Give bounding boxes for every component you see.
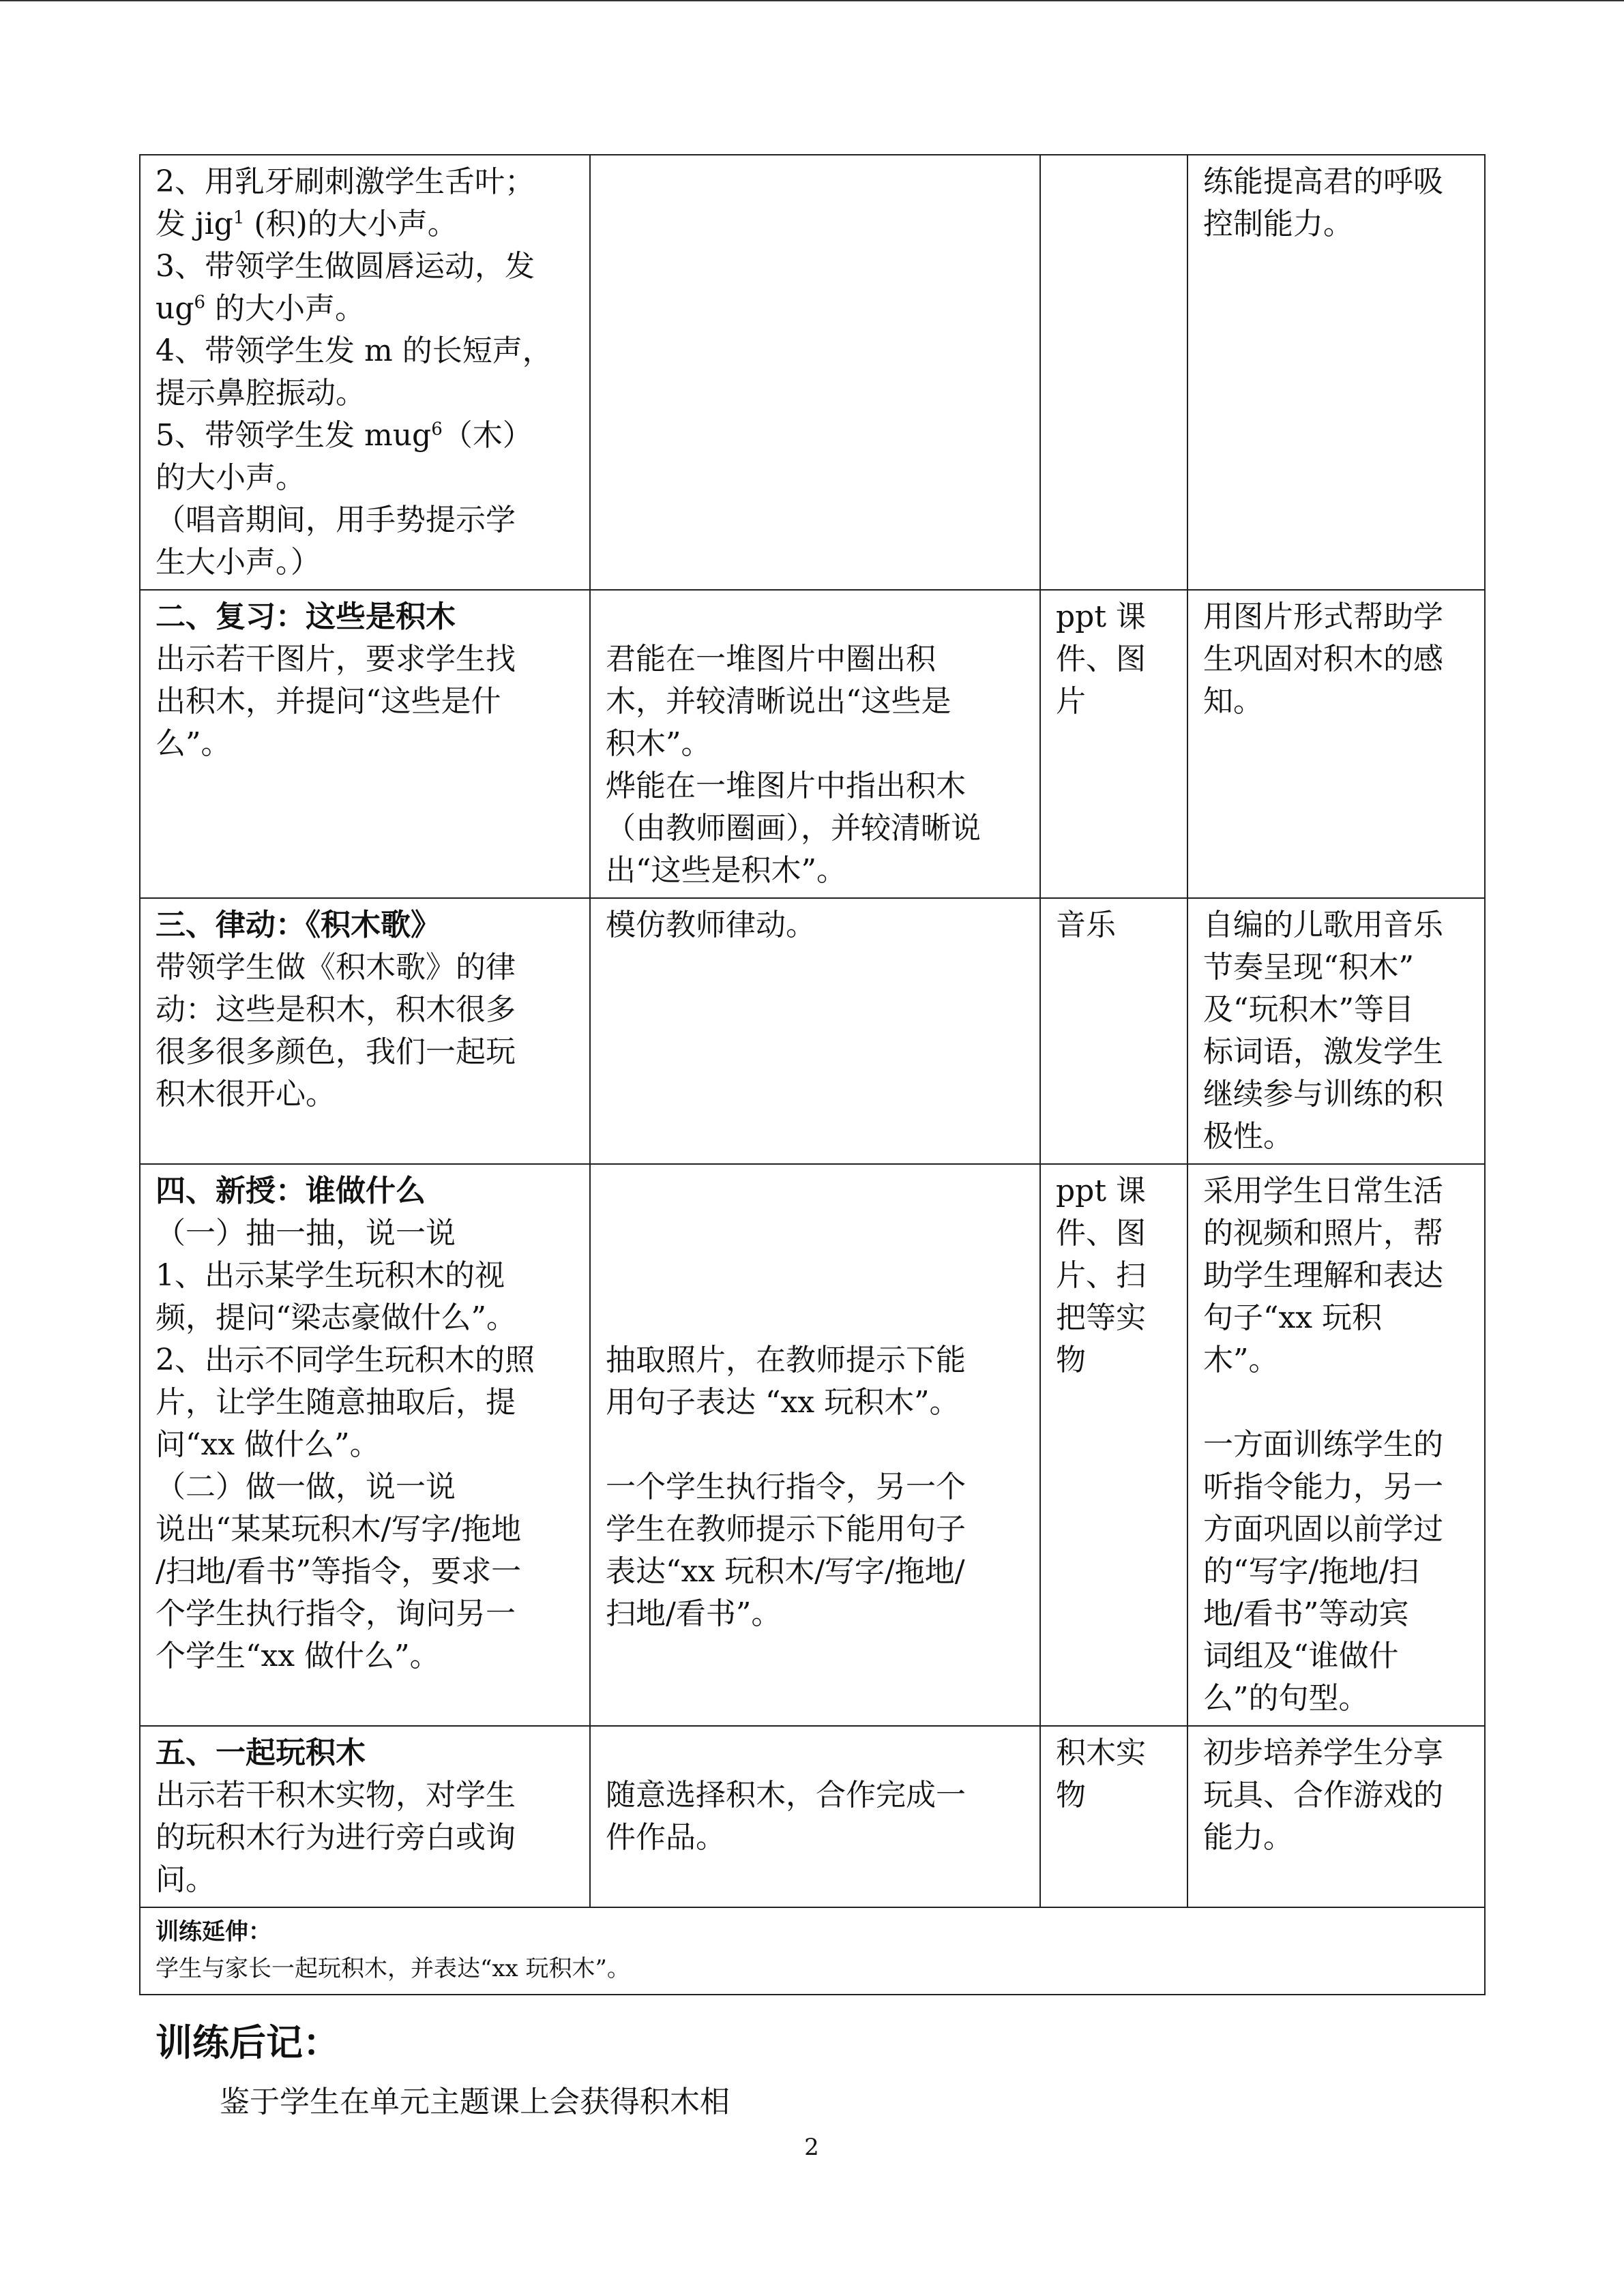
text-line: 生大小声。）	[156, 545, 321, 580]
text-line: 么”。	[156, 726, 231, 761]
text-line: 发 jig$^1$ (积)的大小声。	[156, 207, 458, 241]
cell-student-response	[590, 1164, 1040, 1726]
table-row-play-together	[140, 1726, 1485, 1907]
text-line: 方面巩固以前学过	[1203, 1512, 1443, 1547]
text-line: 出示若干图片，要求学生找	[156, 642, 516, 676]
text-line: ppt 课	[1056, 1174, 1146, 1208]
text-line: 音乐	[1056, 908, 1116, 942]
text-line: 标词语，激发学生	[1203, 1034, 1443, 1069]
cell-teacher-process	[140, 590, 590, 898]
text-line: 带领学生做《积木歌》的律	[156, 950, 516, 985]
text-line: 把等实	[1056, 1300, 1146, 1335]
text-line: 的大小声。	[156, 460, 306, 495]
text-line: 能力。	[1203, 1820, 1293, 1855]
text-line: 自编的儿歌用音乐	[1203, 908, 1443, 942]
page-number: 2	[804, 2134, 819, 2161]
text-line: 问“xx 做什么”。	[156, 1427, 380, 1462]
text-line: （由教师圈画），并较清晰说	[606, 811, 981, 846]
text-line: 的“写字/拖地/扫	[1203, 1554, 1419, 1589]
text-line: 词组及“谁做什	[1203, 1639, 1399, 1673]
text-line: 片	[1056, 684, 1086, 719]
text-line: 模仿教师律动。	[606, 908, 816, 942]
text-line: 用句子表达 “xx 玩积木”。	[606, 1385, 960, 1420]
cell-student-response	[590, 1726, 1040, 1907]
cell-extension	[140, 1907, 1485, 1995]
text-line: 件作品。	[606, 1820, 726, 1855]
cell-media	[1040, 590, 1187, 898]
text-line: 提示鼻腔振动。	[156, 376, 366, 411]
text-line: （唱音期间，用手势提示学	[156, 503, 516, 537]
table-row-extension	[140, 1907, 1485, 1995]
text-line: 木”。	[1203, 1343, 1279, 1377]
text-line: 很多很多颜色，我们一起玩	[156, 1034, 516, 1069]
text-line: 随意选择积木，合作完成一	[606, 1778, 966, 1813]
lesson-plan-table	[139, 154, 1486, 1995]
text-line: 频，提问“梁志豪做什么”。	[156, 1300, 516, 1335]
text-line: 节奏呈现“积木”	[1203, 950, 1414, 985]
text-line: 片，让学生随意抽取后，提	[156, 1385, 516, 1420]
text-line: （一）抽一抽，说一说	[156, 1216, 456, 1251]
section-title: 五、一起玩积木	[156, 1735, 366, 1770]
text-line: 抽取照片，在教师提示下能	[606, 1343, 966, 1377]
section-title: 四、新授：谁做什么	[156, 1174, 426, 1208]
text-line: 一个学生执行指令，另一个	[606, 1470, 966, 1504]
cell-design-intent	[1187, 1164, 1485, 1726]
text-line: 用图片形式帮助学	[1203, 599, 1443, 634]
text-line: 练能提高君的呼吸	[1203, 164, 1443, 199]
text-line: 生巩固对积木的感	[1203, 642, 1443, 676]
text-line: 的视频和照片，帮	[1203, 1216, 1443, 1251]
cell-design-intent	[1187, 590, 1485, 898]
text-line: 的玩积木行为进行旁白或询	[156, 1820, 516, 1855]
text-line: 君能在一堆图片中圈出积	[606, 642, 936, 676]
text-line: 3、带领学生做圆唇运动，发	[156, 249, 535, 284]
text-line: 木，并较清晰说出“这些是	[606, 684, 951, 719]
text-line: 继续参与训练的积	[1203, 1077, 1443, 1112]
section-title: 三、律动：《积木歌》	[156, 908, 441, 942]
table-row-review	[140, 590, 1485, 898]
text-line: 助学生理解和表达	[1203, 1258, 1443, 1293]
text-line: ppt 课	[1056, 599, 1146, 634]
text-line: 地/看书”等动宾	[1203, 1596, 1409, 1631]
text-line: 件、图	[1056, 1216, 1146, 1251]
text-line: 积木实	[1056, 1735, 1146, 1770]
text-line: 极性。	[1203, 1119, 1293, 1154]
text-line: 及“玩积木”等目	[1203, 992, 1414, 1027]
cell-media	[1040, 898, 1187, 1164]
text-line: 问。	[156, 1862, 216, 1897]
extension-title: 训练延伸：	[156, 1918, 271, 1945]
text-line: 积木很开心。	[156, 1077, 336, 1112]
text-line: 采用学生日常生活	[1203, 1174, 1443, 1208]
text-line: 听指令能力，另一	[1203, 1470, 1443, 1504]
postscript-text: 鉴于学生在单元主题课上会获得积木相	[220, 2085, 730, 2119]
text-line: 说出“某某玩积木/写字/拖地	[156, 1512, 522, 1547]
table-row-warmup	[140, 155, 1485, 590]
cell-student-response	[590, 590, 1040, 898]
cell-teacher-process	[140, 1164, 590, 1726]
cell-media	[1040, 155, 1187, 590]
text-line: 表达“xx 玩积木/写字/拖地/	[606, 1554, 965, 1589]
text-line: 2、出示不同学生玩积木的照	[156, 1343, 535, 1377]
text-line: 初步培养学生分享	[1203, 1735, 1443, 1770]
text-line: 片、扫	[1056, 1258, 1146, 1293]
text-line: 2、用乳牙刷刺激学生舌叶；	[156, 164, 535, 199]
text-line: 烨能在一堆图片中指出积木	[606, 769, 966, 803]
cell-student-response	[590, 898, 1040, 1164]
text-line: 么”的句型。	[1203, 1681, 1369, 1716]
text-line: （二）做一做，说一说	[156, 1470, 456, 1504]
cell-teacher-process	[140, 898, 590, 1164]
cell-media	[1040, 1164, 1187, 1726]
top-border-line	[0, 0, 1624, 1]
cell-student-response	[590, 155, 1040, 590]
text-line: 学生在教师提示下能用句子	[606, 1512, 966, 1547]
table-row-rhythm	[140, 898, 1485, 1164]
text-line: 句子“xx 玩积	[1203, 1300, 1383, 1335]
cell-design-intent	[1187, 1726, 1485, 1907]
cell-teacher-process	[140, 155, 590, 590]
text-line: 玩具、合作游戏的	[1203, 1778, 1443, 1813]
text-line: 物	[1056, 1343, 1086, 1377]
text-line: 件、图	[1056, 642, 1146, 676]
text-line: 个学生“xx 做什么”。	[156, 1639, 440, 1673]
table-row-new-teaching	[140, 1164, 1485, 1726]
postscript-title: 训练后记：	[156, 2021, 340, 2064]
text-line: 5、带领学生发 mug$^6$（木）	[156, 418, 533, 453]
text-line: 扫地/看书”。	[606, 1596, 782, 1631]
cell-media	[1040, 1726, 1187, 1907]
text-line: 出示若干积木实物，对学生	[156, 1778, 516, 1813]
text-line: 动：这些是积木，积木很多	[156, 992, 516, 1027]
text-line: 一方面训练学生的	[1203, 1427, 1443, 1462]
text-line: $ug^6$ 的大小声。	[156, 291, 366, 326]
text-line: 出积木，并提问“这些是什	[156, 684, 501, 719]
text-line: 个学生执行指令，询问另一	[156, 1596, 516, 1631]
text-line: 1、出示某学生玩积木的视	[156, 1258, 505, 1293]
cell-design-intent	[1187, 898, 1485, 1164]
section-title: 二、复习：这些是积木	[156, 599, 456, 634]
text-line: 积木”。	[606, 726, 711, 761]
text-line: 4、带领学生发 m 的长短声，	[156, 333, 552, 368]
text-line: 出“这些是积木”。	[606, 853, 846, 888]
text-line: /扫地/看书”等指令，要求一	[156, 1554, 522, 1589]
text-line: 物	[1056, 1778, 1086, 1813]
text-line: 知。	[1203, 684, 1263, 719]
text-line: 控制能力。	[1203, 207, 1353, 241]
cell-teacher-process	[140, 1726, 590, 1907]
extension-text: 学生与家长一起玩积木，并表达“xx 玩积木”。	[156, 1955, 630, 1982]
cell-design-intent	[1187, 155, 1485, 590]
